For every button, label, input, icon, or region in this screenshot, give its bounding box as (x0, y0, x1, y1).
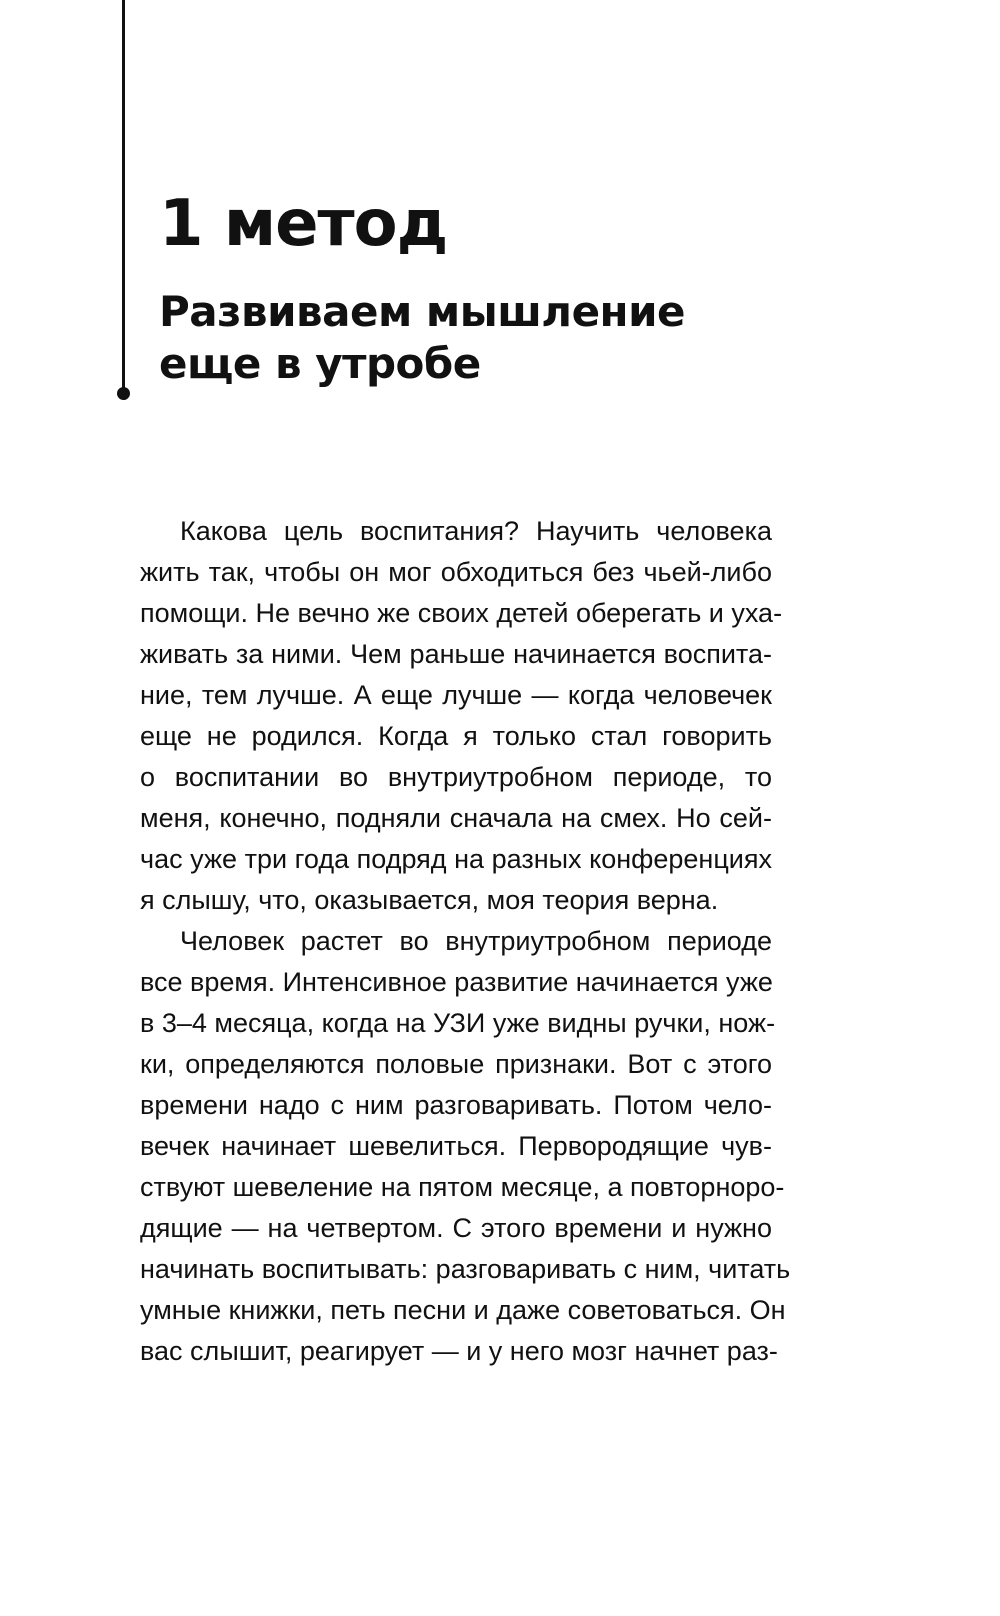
paragraph-line: в 3–4 месяца, когда на УЗИ уже видны ручки, нож- (140, 1008, 776, 1038)
paragraph-line: ствуют шевеление на пятом месяце, а повторноро- (140, 1172, 785, 1202)
paragraph-line: Какова цель воспитания? Научить человека (180, 516, 772, 546)
paragraph-line: дящие — на четвертом. С этого времени и нужно (140, 1213, 772, 1243)
paragraph-line: ки, определяются половые признаки. Вот с этого (140, 1049, 772, 1079)
chapter-title: 1 метод (159, 187, 448, 261)
paragraph-line: умные книжки, петь песни и даже советоваться. Он (140, 1295, 786, 1325)
paragraph-line: меня, конечно, подняли сначала на смех. Но сей- (140, 803, 772, 833)
paragraph-line: помощи. Не вечно же своих детей оберегать и уха- (140, 598, 783, 628)
paragraph-line: час уже три года подряд на разных конференциях (140, 844, 772, 874)
chapter-subtitle: Развиваем мышление еще в утробе (159, 287, 685, 388)
paragraph-line: о воспитании во внутриутробном периоде, то (140, 762, 772, 792)
paragraph-line: начинать воспитывать: разговаривать с ним, читать (140, 1254, 791, 1284)
paragraph-line: вас слышит, реагирует — и у него мозг начнет раз- (140, 1336, 778, 1366)
paragraph-line: Человек растет во внутриутробном периоде (180, 926, 772, 956)
paragraph-line: вечек начинает шевелиться. Первородящие чув- (140, 1131, 772, 1161)
paragraph-line: ние, тем лучше. А еще лучше — когда человечек (140, 680, 772, 710)
margin-rule (122, 0, 125, 391)
paragraph-line: жить так, чтобы он мог обходиться без чьей-либо (140, 557, 772, 587)
paragraph-line: еще не родился. Когда я только стал говорить (140, 721, 772, 751)
paragraph-line: все время. Интенсивное развитие начинается уже (140, 967, 773, 997)
margin-dot (117, 387, 130, 400)
paragraph-line: времени надо с ним разговаривать. Потом чело- (140, 1090, 772, 1120)
paragraph-line: я слышу, что, оказывается, моя теория верна. (140, 885, 719, 915)
paragraph-line: живать за ними. Чем раньше начинается воспита- (140, 639, 772, 669)
